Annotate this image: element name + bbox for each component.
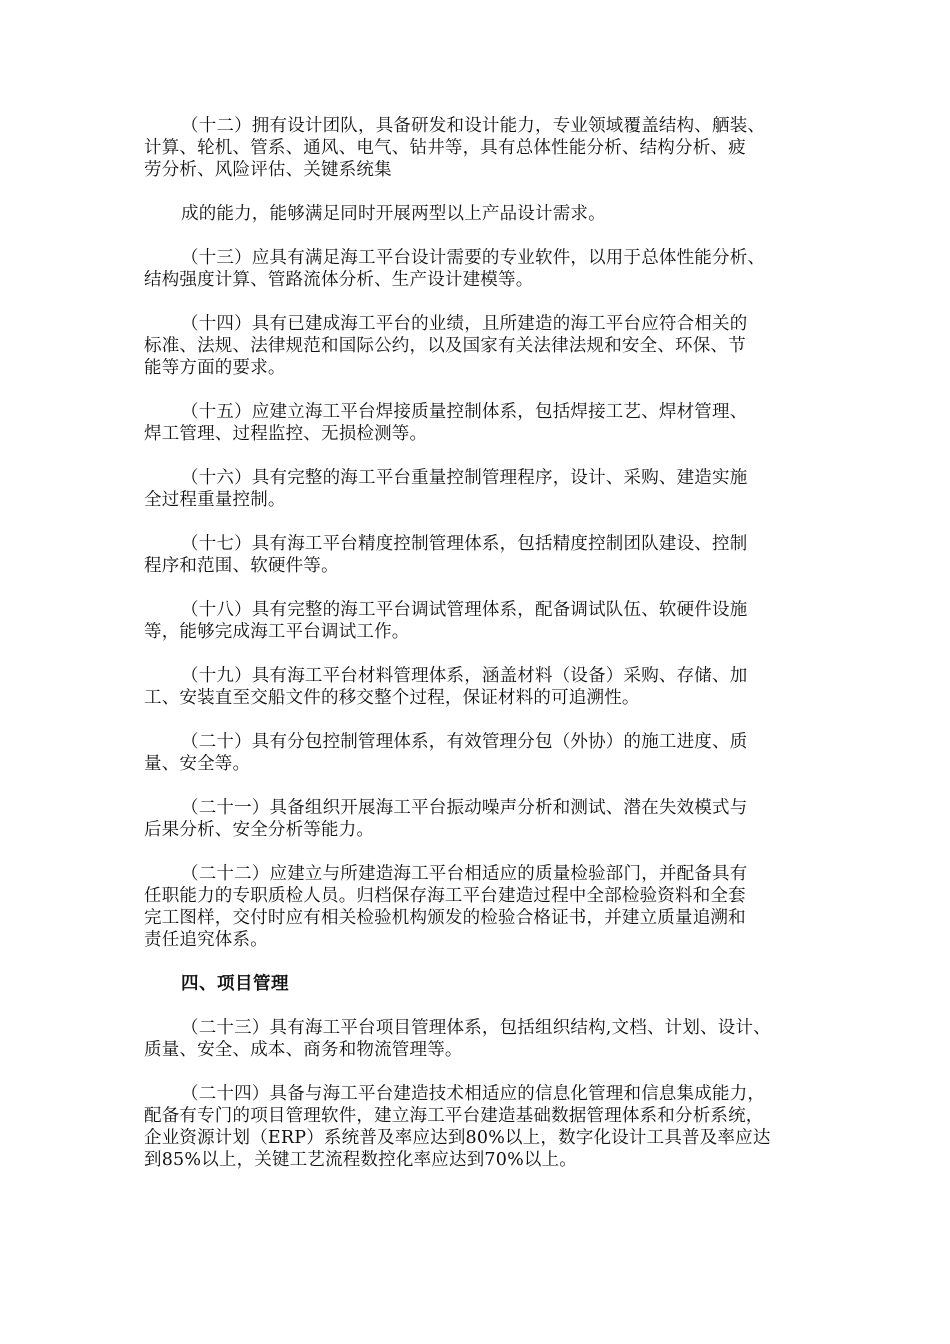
text-line: 结构强度计算、管路流体分析、生产设计建模等。	[144, 270, 534, 290]
paragraph-20	[144, 731, 812, 775]
text-line: 工、安装直至交船文件的移交整个过程，保证材料的可追溯性。	[144, 688, 640, 708]
text-line: 到85%以上，关键工艺流程数控化率应达到70%以上。	[144, 1150, 577, 1170]
paragraph-12-continued	[144, 203, 812, 225]
text-line: （十四）具有已建成海工平台的业绩，且所建造的海工平台应符合相关的	[181, 314, 748, 334]
text-line: 完工图样，交付时应有相关检验机构颁发的检验合格证书，并建立质量追溯和	[144, 908, 746, 928]
text-line: （十九）具有海工平台材料管理体系，涵盖材料（设备）采购、存储、加	[181, 666, 748, 686]
text-line: 成的能力，能够满足同时开展两型以上产品设计需求。	[181, 204, 606, 224]
paragraph-16	[144, 467, 812, 511]
text-line: 企业资源计划（ERP）系统普及率应达到80%以上，数字化设计工具普及率应达	[144, 1128, 771, 1148]
paragraph-19	[144, 665, 812, 709]
section-heading: 四、项目管理	[181, 974, 289, 994]
text-line: （十八）具有完整的海工平台调试管理体系，配备调试队伍、软硬件设施	[181, 600, 748, 620]
text-line: （十六）具有完整的海工平台重量控制管理程序，设计、采购、建造实施	[181, 468, 748, 488]
text-line: 责任追究体系。	[144, 930, 268, 950]
paragraph-14	[144, 313, 812, 379]
text-line: 标准、法规、法律规范和国际公约，以及国家有关法律法规和安全、环保、节	[144, 336, 746, 356]
text-line: 后果分析、安全分析等能力。	[144, 820, 375, 840]
paragraph-15	[144, 401, 812, 445]
text-line: 能等方面的要求。	[144, 358, 286, 378]
text-line: 量、安全等。	[144, 754, 251, 774]
paragraph-12	[144, 115, 812, 181]
text-line: 程序和范围、软硬件等。	[144, 556, 339, 576]
paragraph-23	[144, 1017, 812, 1061]
text-line: （二十）具有分包控制管理体系，有效管理分包（外协）的施工进度、质	[181, 732, 748, 752]
text-line: （二十二）应建立与所建造海工平台相适应的质量检验部门，并配备具有	[181, 864, 748, 884]
paragraph-24	[144, 1083, 812, 1171]
text-line: （十五）应建立海工平台焊接质量控制体系，包括焊接工艺、焊材管理、	[181, 402, 748, 422]
text-line: 计算、轮机、管系、通风、电气、钻井等，具有总体性能分析、结构分析、疲	[144, 138, 746, 158]
text-line: 等，能够完成海工平台调试工作。	[144, 622, 410, 642]
text-line: 任职能力的专职质检人员。归档保存海工平台建造过程中全部检验资料和全套	[144, 886, 746, 906]
paragraph-21	[144, 797, 812, 841]
document-page	[144, 115, 812, 1193]
text-line: 全过程重量控制。	[144, 490, 286, 510]
paragraph-13	[144, 247, 812, 291]
paragraph-17	[144, 533, 812, 577]
text-line: （二十一）具备组织开展海工平台振动噪声分析和测试、潜在失效模式与	[181, 798, 748, 818]
text-line: 焊工管理、过程监控、无损检测等。	[144, 424, 428, 444]
text-line: （二十四）具备与海工平台建造技术相适应的信息化管理和信息集成能力，	[181, 1084, 766, 1104]
text-line: （十三）应具有满足海工平台设计需要的专业软件，以用于总体性能分析、	[181, 248, 766, 268]
text-line: 质量、安全、成本、商务和物流管理等。	[144, 1040, 463, 1060]
paragraph-22	[144, 863, 812, 951]
text-line: （十七）具有海工平台精度控制管理体系，包括精度控制团队建设、控制	[181, 534, 748, 554]
text-line: （二十三）具有海工平台项目管理体系，包括组织结构,文档、计划、设计、	[181, 1018, 771, 1038]
paragraph-18	[144, 599, 812, 643]
text-line: 劳分析、风险评估、关键系统集	[144, 160, 392, 180]
text-line: （十二）拥有设计团队，具备研发和设计能力，专业领域覆盖结构、舾装、	[181, 116, 766, 136]
text-line: 配备有专门的项目管理软件，建立海工平台建造基础数据管理体系和分析系统，	[144, 1106, 764, 1126]
